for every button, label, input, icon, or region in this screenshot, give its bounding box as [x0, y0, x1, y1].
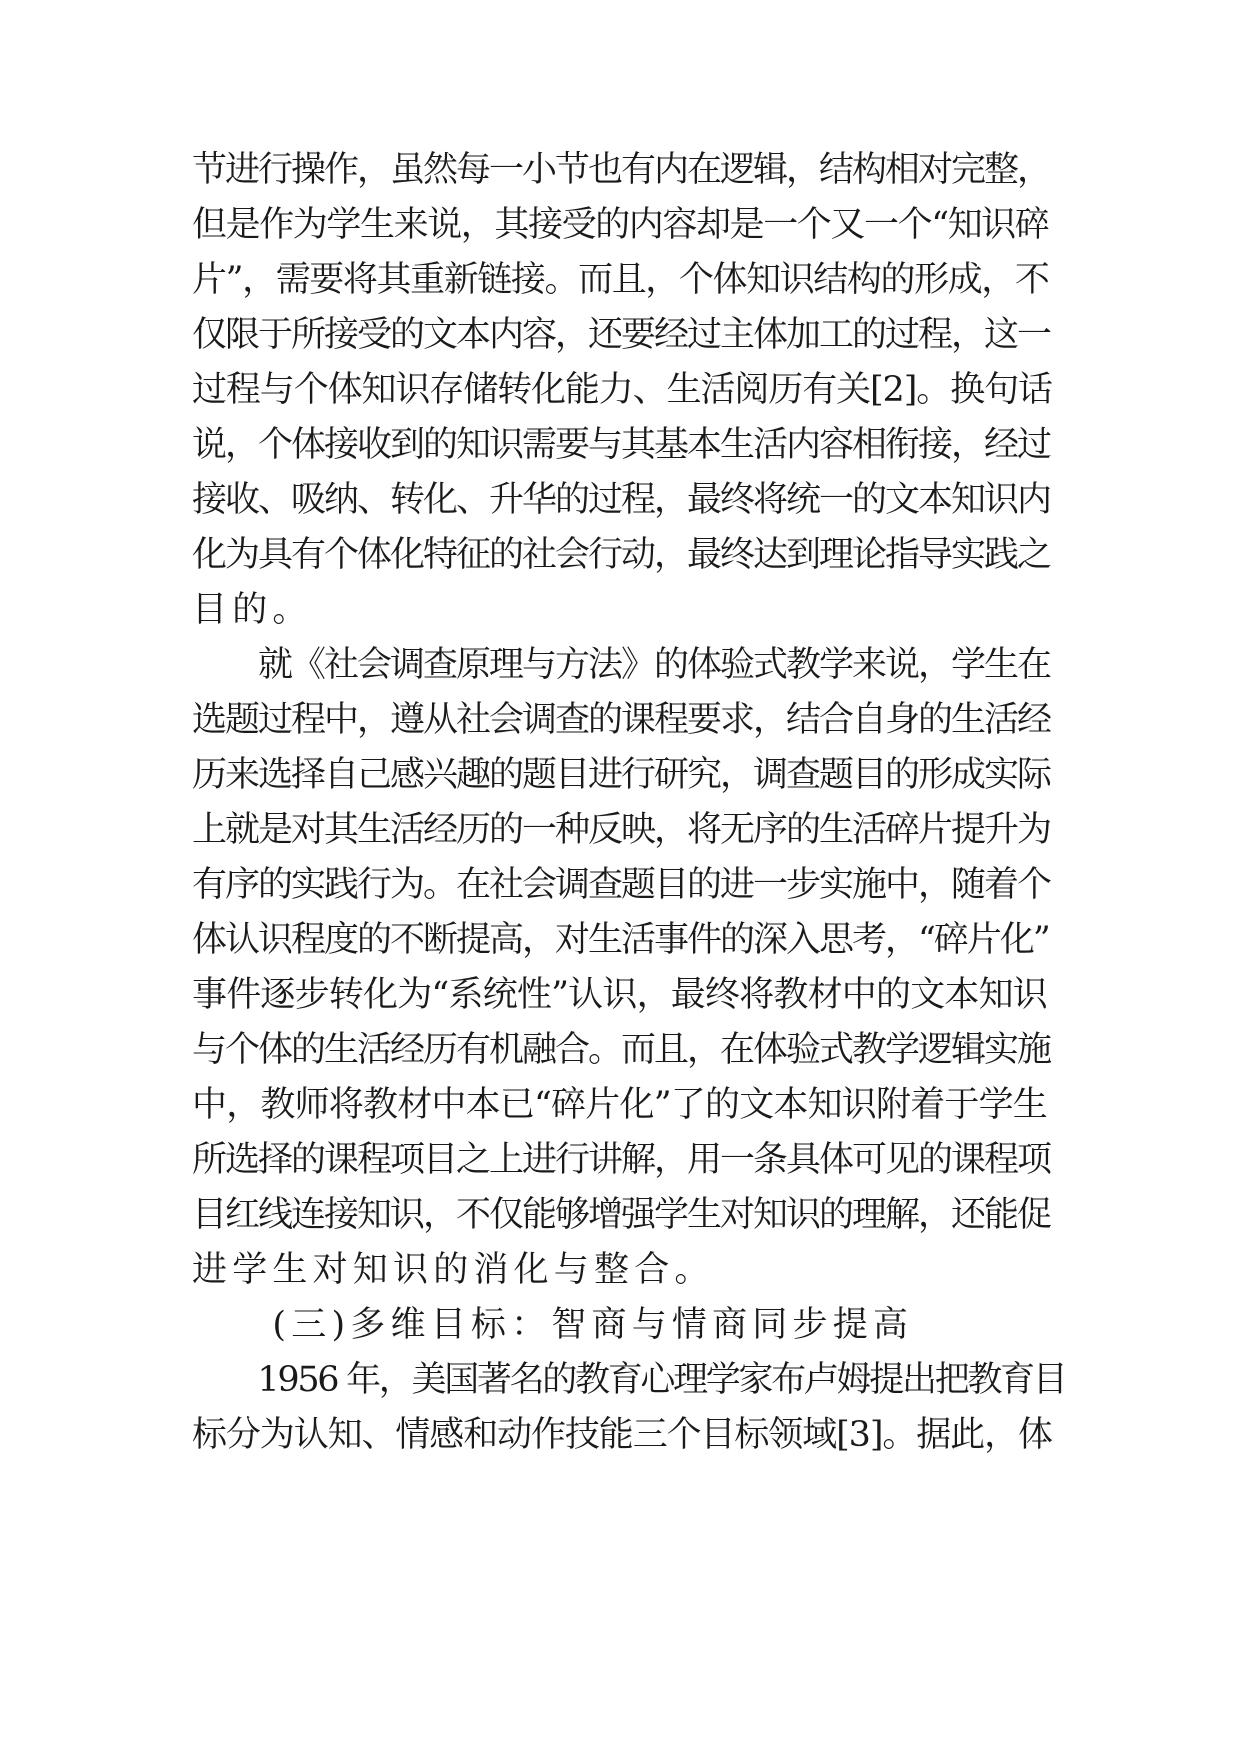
text-line: 与个体的生活经历有机融合。而且，在体验式教学逻辑实施	[192, 1030, 1051, 1070]
text-line: 事件逐步转化为“系统性”认识，最终将教材中的文本知识	[192, 975, 1047, 1015]
text-line: 体认识程度的不断提高，对生活事件的深入思考，“碎片化”	[192, 920, 1049, 960]
text-line: 仅限于所接受的文本内容，还要经过主体加工的过程，这一	[192, 315, 1051, 355]
text-line: 但是作为学生来说，其接受的内容却是一个又一个“知识碎	[192, 205, 1049, 245]
text-line: 历来选择自己感兴趣的题目进行研究，调查题目的形成实际	[192, 755, 1051, 795]
section-heading: (三)多维目标：智商与情商同步提高	[192, 1305, 914, 1345]
text-line: 进学生对知识的消化与整合。	[192, 1250, 715, 1290]
text-line: 中，教师将教材中本已“碎片化”了的文本知识附着于学生	[192, 1085, 1047, 1125]
text-line: 选题过程中，遵从社会调查的课程要求，结合自身的生活经	[192, 700, 1051, 740]
text-line: 有序的实践行为。在社会调查题目的进一步实施中，随着个	[192, 865, 1051, 905]
text-line: 标分为认知、情感和动作技能三个目标领域[3]。据此，体	[192, 1415, 1052, 1455]
text-line: 目的。	[192, 590, 313, 630]
text-line: 1956 年，美国著名的教育心理学家布卢姆提出把教育目	[192, 1360, 1066, 1400]
text-line: 目红线连接知识，不仅能够增强学生对知识的理解，还能促	[192, 1195, 1051, 1235]
text-line: 化为具有个体化特征的社会行动，最终达到理论指导实践之	[192, 535, 1051, 575]
text-line: 所选择的课程项目之上进行讲解，用一条具体可见的课程项	[192, 1140, 1051, 1180]
text-line: 上就是对其生活经历的一种反映，将无序的生活碎片提升为	[192, 810, 1051, 850]
text-line: 节进行操作，虽然每一小节也有内在逻辑，结构相对完整，	[192, 150, 1051, 190]
text-line: 过程与个体知识存储转化能力、生活阅历有关[2]。换句话	[192, 370, 1052, 410]
text-line: 说，个体接收到的知识需要与其基本生活内容相衔接，经过	[192, 425, 1051, 465]
text-line: 就《社会调查原理与方法》的体验式教学来说，学生在	[192, 645, 1051, 685]
text-line: 接收、吸纳、转化、升华的过程，最终将统一的文本知识内	[192, 480, 1051, 520]
text-line: 片”，需要将其重新链接。而且，个体知识结构的形成，不	[192, 260, 1049, 300]
